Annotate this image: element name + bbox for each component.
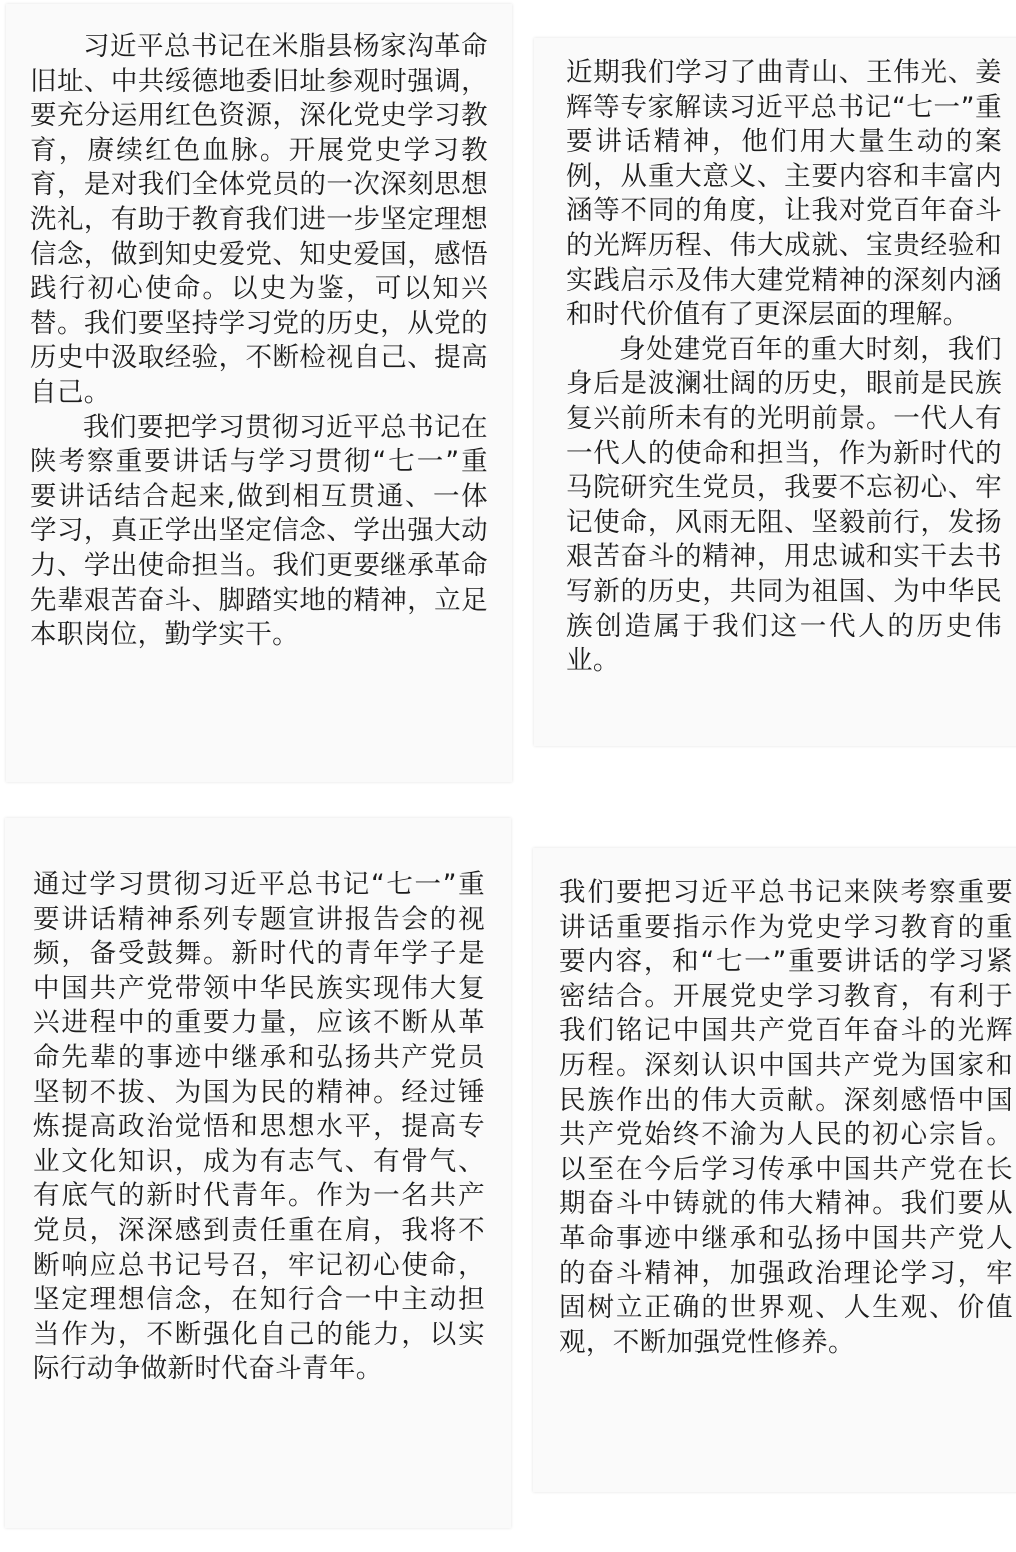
card-1-paragraph-1: 习近平总书记在米脂县杨家沟革命旧址、中共绥德地委旧址参观时强调，要充分运用红色资源，深化党史学习教育，赓续红色血脉。开展党史学习教育，是对我们全体党员的一次深刻思想洗礼，有助于教育我们进一步坚定理想信念，做到知史爱党、知史爱国，感悟践行初心使命。以史为鉴，可以知兴替。我们要坚持学习党的历史，从党的历史中汲取经验，不断检视自己、提高自己。 (30, 31, 488, 408)
card-4-paragraph-1: 我们要把习近平总书记来陕考察重要讲话重要指示作为党史学习教育的重要内容，和“七一”重要讲话的学习紧密结合。开展党史学习教育，有利于我们铭记中国共产党百年奋斗的光辉历程。深刻认识中国共产党为国家和民族作出的伟大贡献。深刻感悟中国共产党始终不渝为人民的初心宗旨。以至在今后学习传承中国共产党在长期奋斗中铸就的伟大精神。我们要从革命事迹中继承和弘扬中国共产党人的奋斗精神，加强政治理论学习，牢固树立正确的世界观、人生观、价值观，不断加强党性修养。 (559, 877, 1013, 1358)
reflection-card-2 (534, 38, 1016, 746)
card-3-paragraph-1: 通过学习贯彻习近平总书记“七一”重要讲话精神系列专题宣讲报告会的视频，备受鼓舞。新时代的青年学子是中国共产党带领中华民族实现伟大复兴进程中的重要力量，应该不断从革命先辈的事迹中继承和弘扬共产党员坚韧不拔、为国为民的精神。经过锤炼提高政治觉悟和思想水平，提高专业文化知识，成为有志气、有骨气、有底气的新时代青年。作为一名共产党员，深深感到责任重在肩，我将不断响应总书记号召，牢记初心使命，坚定理想信念，在知行合一中主动担当作为，不断强化自己的能力，以实际行动争做新时代奋斗青年。 (33, 869, 485, 1385)
reflection-card-4 (533, 848, 1016, 1492)
reflection-card-3 (5, 818, 511, 1528)
reflection-card-1 (6, 4, 512, 782)
card-2-paragraph-2: 身处建党百年的重大时刻，我们身后是波澜壮阔的历史，眼前是民族复兴前所未有的光明前景。一代人有一代人的使命和担当，作为新时代的马院研究生党员，我要不忘初心、牢记使命，风雨无阻、坚毅前行，发扬艰苦奋斗的精神，用忠诚和实干去书写新的历史，共同为祖国、为中华民族创造属于我们这一代人的历史伟业。 (566, 333, 1002, 677)
card-2-paragraph-1: 近期我们学习了曲青山、王伟光、姜辉等专家解读习近平总书记“七一”重要讲话精神，他们用大量生动的案例，从重大意义、主要内容和丰富内涵等不同的角度，让我对党百年奋斗的光辉历程、伟大成就、宝贵经验和实践启示及伟大建党精神的深刻内涵和时代价值有了更深层面的理解。 (566, 57, 1002, 331)
card-1-paragraph-2: 我们要把学习贯彻习近平总书记在陕考察重要讲话与学习贯彻“七一”重要讲话结合起来,做到相互贯通、一体学习，真正学出坚定信念、学出强大动力、学出使命担当。我们更要继承革命先辈艰苦奋斗、脚踏实地的精神，立足本职岗位，勤学实干。 (30, 411, 488, 651)
